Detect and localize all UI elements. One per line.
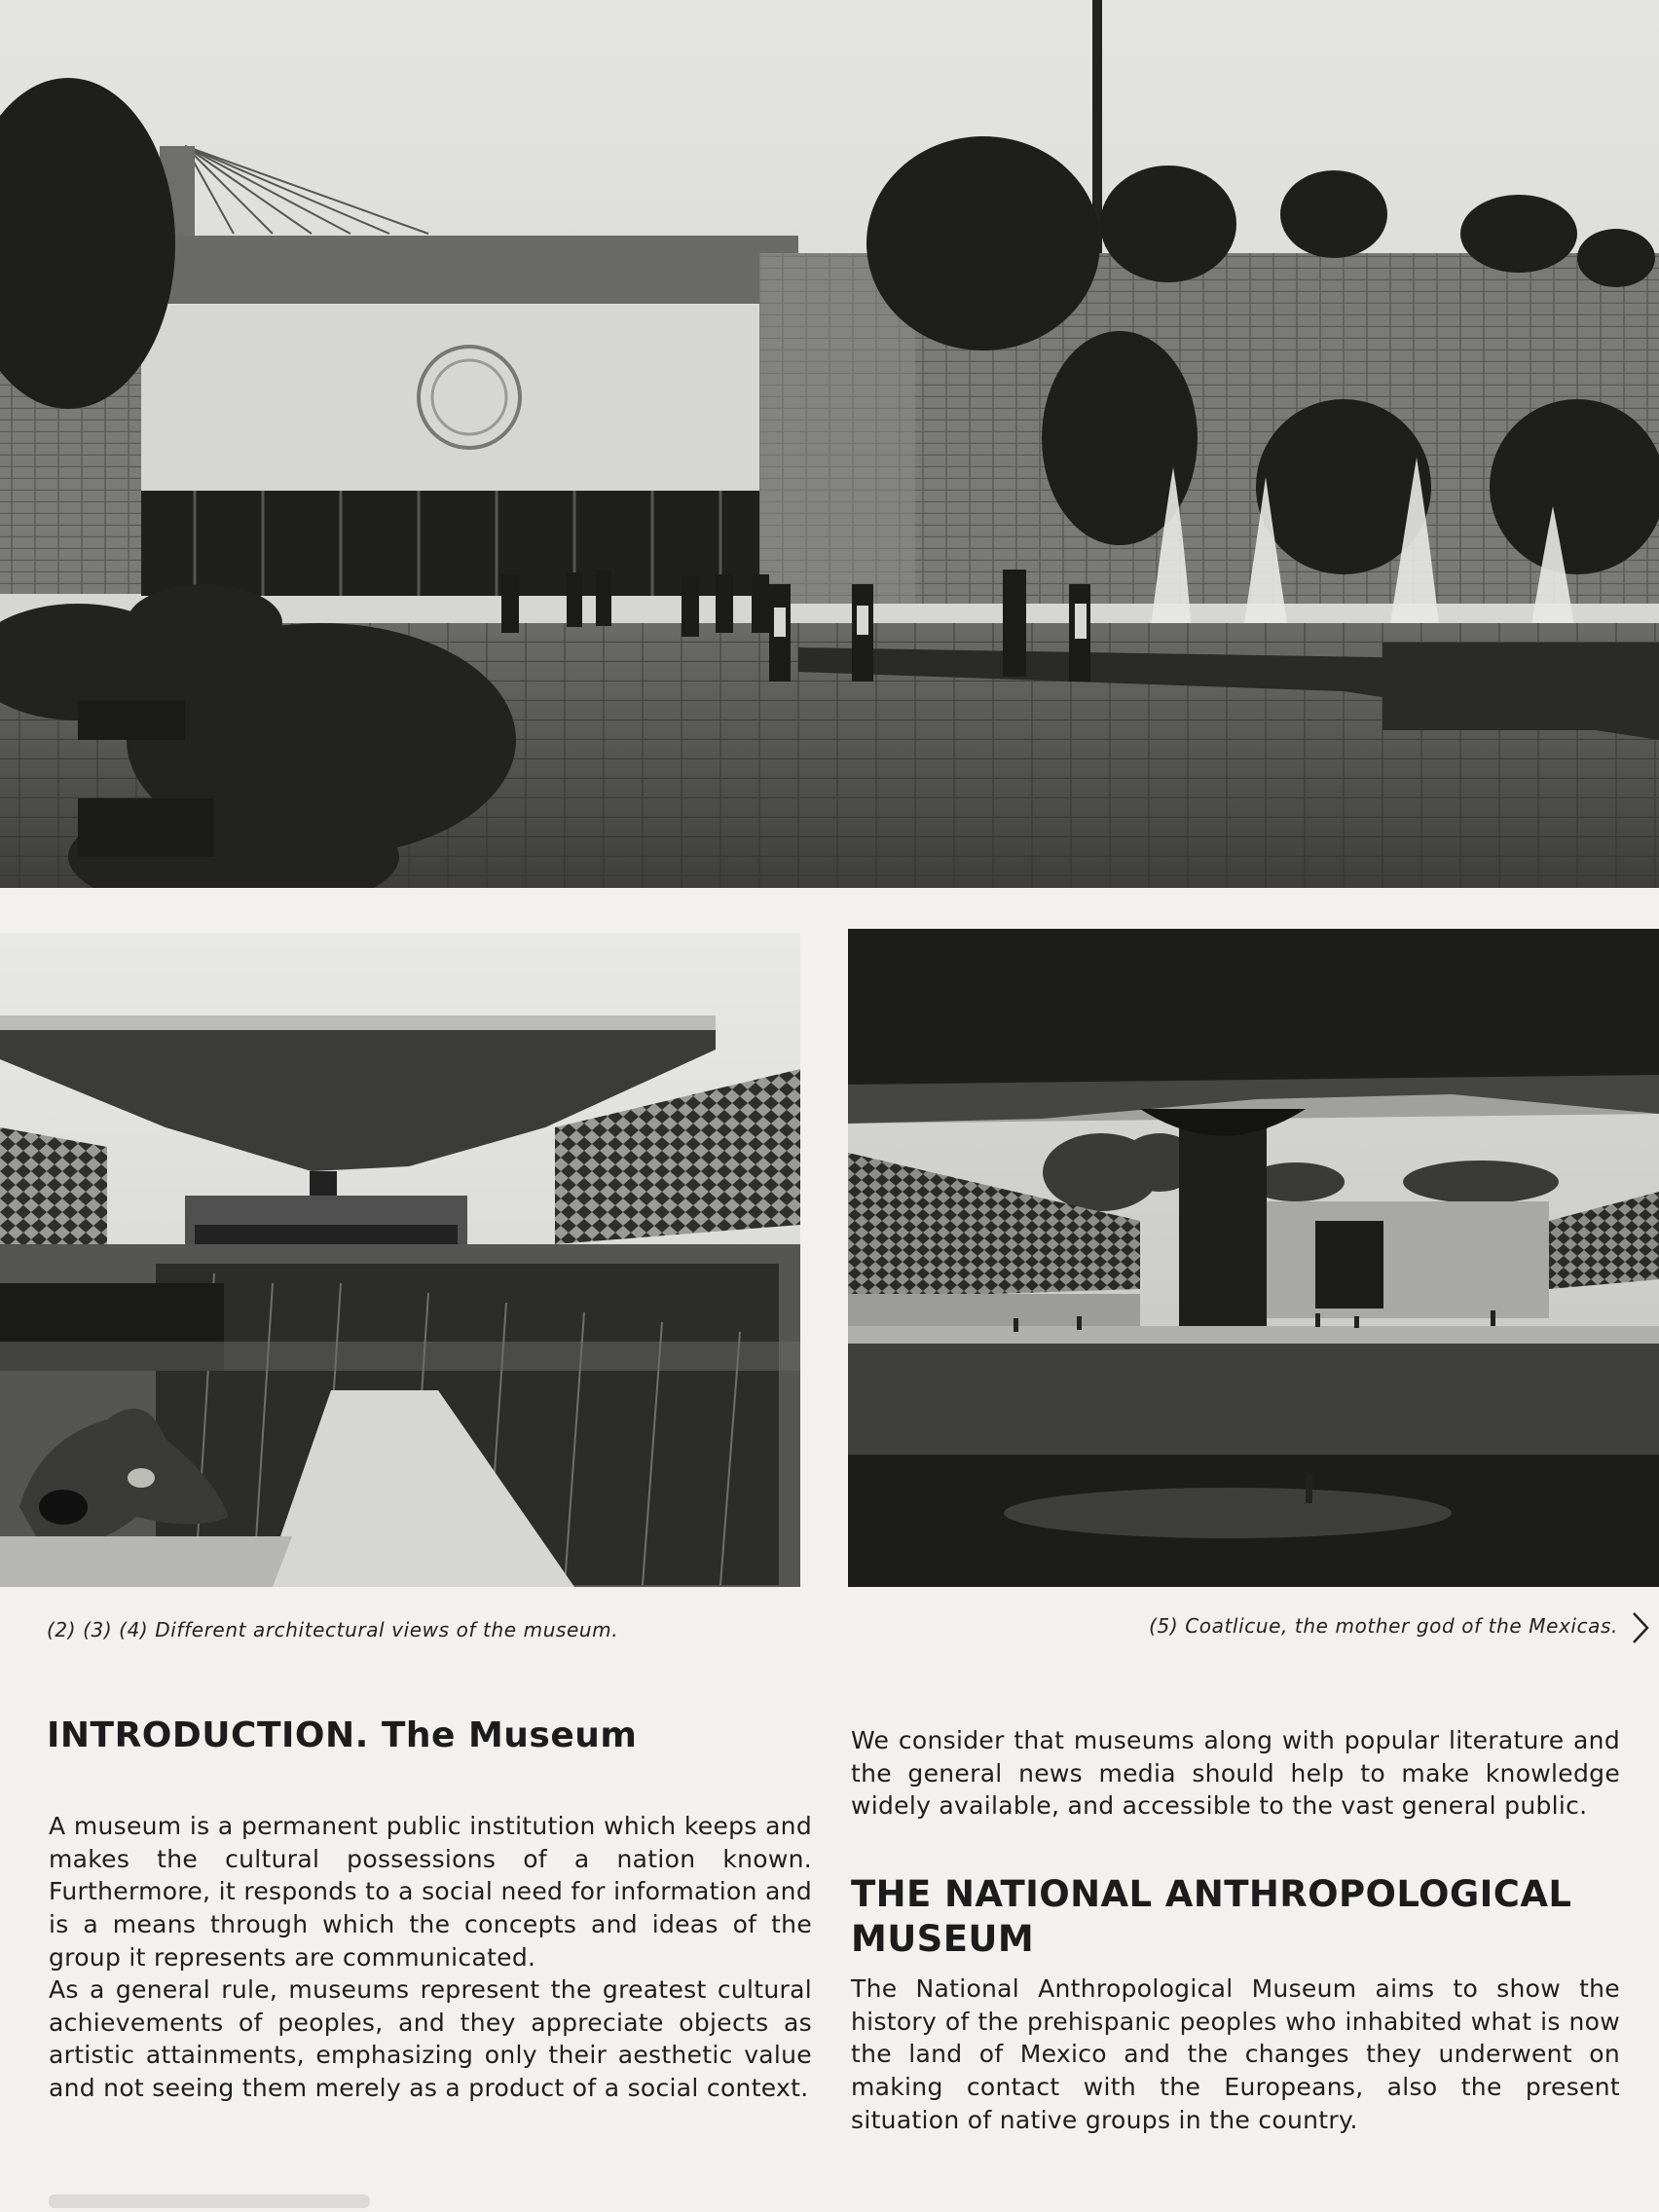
arrow-right-icon[interactable] xyxy=(1632,1611,1649,1644)
intro-heading: INTRODUCTION. The Museum xyxy=(47,1715,638,1755)
courtyard-pond-photo xyxy=(0,933,800,1587)
national-museum-heading: THE NATIONAL ANTHROPOLOGICAL MUSEUM xyxy=(851,1873,1572,1960)
museums-media-paragraph: We consider that museums along with popular literature and the general news media should help to make knowledge widely available, and accessible to the vast general public. xyxy=(851,1726,1620,1821)
umbrella-pillar-photo xyxy=(848,929,1659,1587)
photo-caption-coatlicue: (5) Coatlicue, the mother god of the Mexicas. xyxy=(1149,1614,1618,1638)
watermark-logo xyxy=(49,2189,370,2212)
national-museum-paragraph: The National Anthropological Museum aims to show the history of the prehispanic peoples who inhabited what is now the land of Mexico and the changes they underwent on making contact with the Europeans, also the present situation of native groups in the country. xyxy=(851,1974,1620,2134)
museum-entrance-plaza-photo xyxy=(0,0,1659,888)
intro-paragraph-2: As a general rule, museums represent the greatest cultural achievements of peoples, and they appreciate objects as artistic attainments, emphasizing only their aesthetic value and not seeing them merely as a product of a social context. xyxy=(49,1975,812,2103)
photo-caption-architectural-views: (2) (3) (4) Different architectural views of the museum. xyxy=(47,1618,619,1641)
intro-paragraph-1: A museum is a permanent public institution which keeps and makes the cultural possessions of a nation known. Furthermore, it responds to a social need for information and is a means through which the concepts and ideas of the group it represents are communicated. xyxy=(49,1812,812,1972)
